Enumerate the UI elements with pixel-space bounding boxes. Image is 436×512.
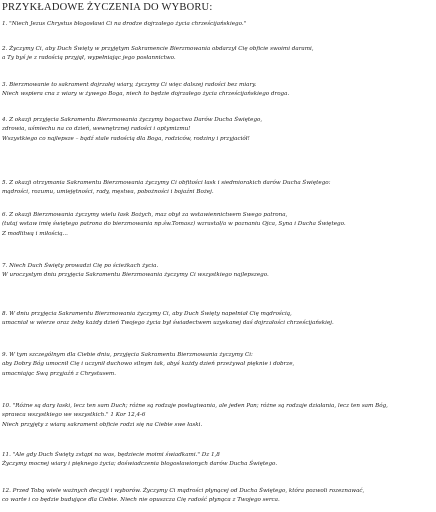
wish-line: 1. "Niech Jezus Chrystus błogosławi Ci na drodze dojrzałego życia chrześcijańskiego.": [2, 21, 247, 27]
wish-line: 12. Przed Tobą wiele ważnych decyzji i wyborów. Życzymy Ci mądrości płynącej od Ducha Świętego, która pozwoli rozeznawać,: [2, 488, 365, 494]
wish-item-3: [2, 81, 434, 100]
wish-line: co warte i co będzie budujące dla Ciebie. Niech nie opuszcza Cię radość płynąca z Twojego serca.: [2, 497, 280, 504]
wish-line: 11. "Ale gdy Duch Święty zstąpi na was, będziecie moimi świadkami." Dz 1,8: [2, 452, 220, 458]
wish-line: umacniał w wierze oraz żeby każdy dzień Twojego życia był świadectwem uzyskanej daś dojrzałości chrześcijańskiej.: [2, 320, 334, 327]
wish-line: mądrości, rozumu, umiejętności, rady, męstwa, pobożności i bojaźni Bożej.: [2, 189, 214, 196]
wish-item-8: [2, 310, 434, 329]
wish-line: 7. Niech Duch Święty prowadzi Cię po ścieżkach życia.: [2, 263, 159, 269]
wish-item-2: [2, 45, 434, 64]
wish-line: zdrowia, uśmiechu na co dzień, wewnętrznej radości i optymizmu!: [2, 126, 191, 133]
wish-line: Z modlitwą i miłością...: [2, 230, 68, 237]
wish-item-4: [2, 116, 434, 144]
wish-line: Niech wspiera cna z wiary w żywego Boga, niech to będzie dojrzałego życia chrześcijańskiego droga.: [2, 91, 290, 98]
wish-line: 6. Z okazji Bierzmowania życzymy wielu łask Bożych, maz obył za wstawiennictwem Swego patrona,: [2, 212, 288, 218]
wish-line: Wszystkiego co najlepsze – bądź stale radością dla Boga, rodziców, rodziny i przyjaciół!: [2, 135, 250, 142]
wish-line: 2. Życzymy Ci, aby Duch Święty w przyjętym Sakramencie Bierzmowania obdarzył Cię obficie swoimi darami,: [2, 46, 314, 52]
wish-line: (tutaj wstaw imię świętego patrona do bierzmowania np.św.Tomasz) wzrastał/a w poznaniu Ojca, Syna i Ducha Świętego.: [2, 221, 346, 228]
wish-line: W uroczystym dniu przyjęcia Sakramentu Bierzmowania życzymy Ci wszystkiego najlepszego.: [2, 272, 269, 279]
wish-item-12: [2, 487, 434, 506]
page-title: PRZYKŁADOWE ŻYCZENIA DO WYBORU:: [2, 2, 213, 13]
wish-line: a Ty byś je z radością przyjął, wypełniając jego posłannictwo.: [2, 55, 176, 62]
wish-line: 9. W tym szczególnym dla Ciebie dniu, przyjęcia Sakramentu Bierzmowania życzymy Ci:: [2, 352, 253, 358]
wish-item-5: [2, 179, 434, 198]
wish-line: sprawca wszystkiego we wszystkich." 1 Kor 12,4-6: [2, 412, 146, 419]
wish-item-10: [2, 402, 434, 430]
wish-item-9: [2, 351, 434, 379]
wish-item-1: [2, 20, 434, 29]
wish-line: 8. W dniu przyjęcia Sakramentu Bierzmowania życzymy Ci, aby Duch Święty napełniał Cię mądrością,: [2, 311, 292, 317]
wish-line: 3. Bierzmowanie to sakrament dojrzałej wiary, życzymy Ci więc dalszej radości bez miary.: [2, 82, 257, 88]
wish-line: aby Dobry Bóg umocnił Cię i uczynił duchowo silnym tak, abyś każdy dzień przeżywał pięknie i dobrze,: [2, 361, 295, 368]
wish-item-11: [2, 451, 434, 470]
wish-line: Niech przyjęty z wiarą sakrament obficie rodzi się na Ciebie swe łaski.: [2, 421, 203, 428]
wish-item-7: [2, 262, 434, 281]
wish-line: Życzymy mocnej wiary i pięknego życia; doświadczenia błogosławionych darów Ducha Świętego.: [2, 461, 278, 468]
wish-line: 5. Z okazji otrzymania Sakramentu Bierzmowania życzymy Ci obfitości łask i siedmiorakich darów Ducha Świętego:: [2, 180, 331, 186]
wish-line: umacniając Swą przyjaźń z Chrystusem.: [2, 370, 116, 377]
wish-item-6: [2, 211, 434, 239]
wish-line: 10. "Różne są dary łaski, lecz ten sam Duch; różne są rodzaje posługiwania, ale jeden Pan; różne są rodzaje działania, lecz ten sam Bóg,: [2, 403, 388, 409]
wish-line: 4. Z okazji przyjęcia Sakramentu Bierzmowania życzymy bogactwa Darów Ducha Świętego,: [2, 117, 263, 123]
